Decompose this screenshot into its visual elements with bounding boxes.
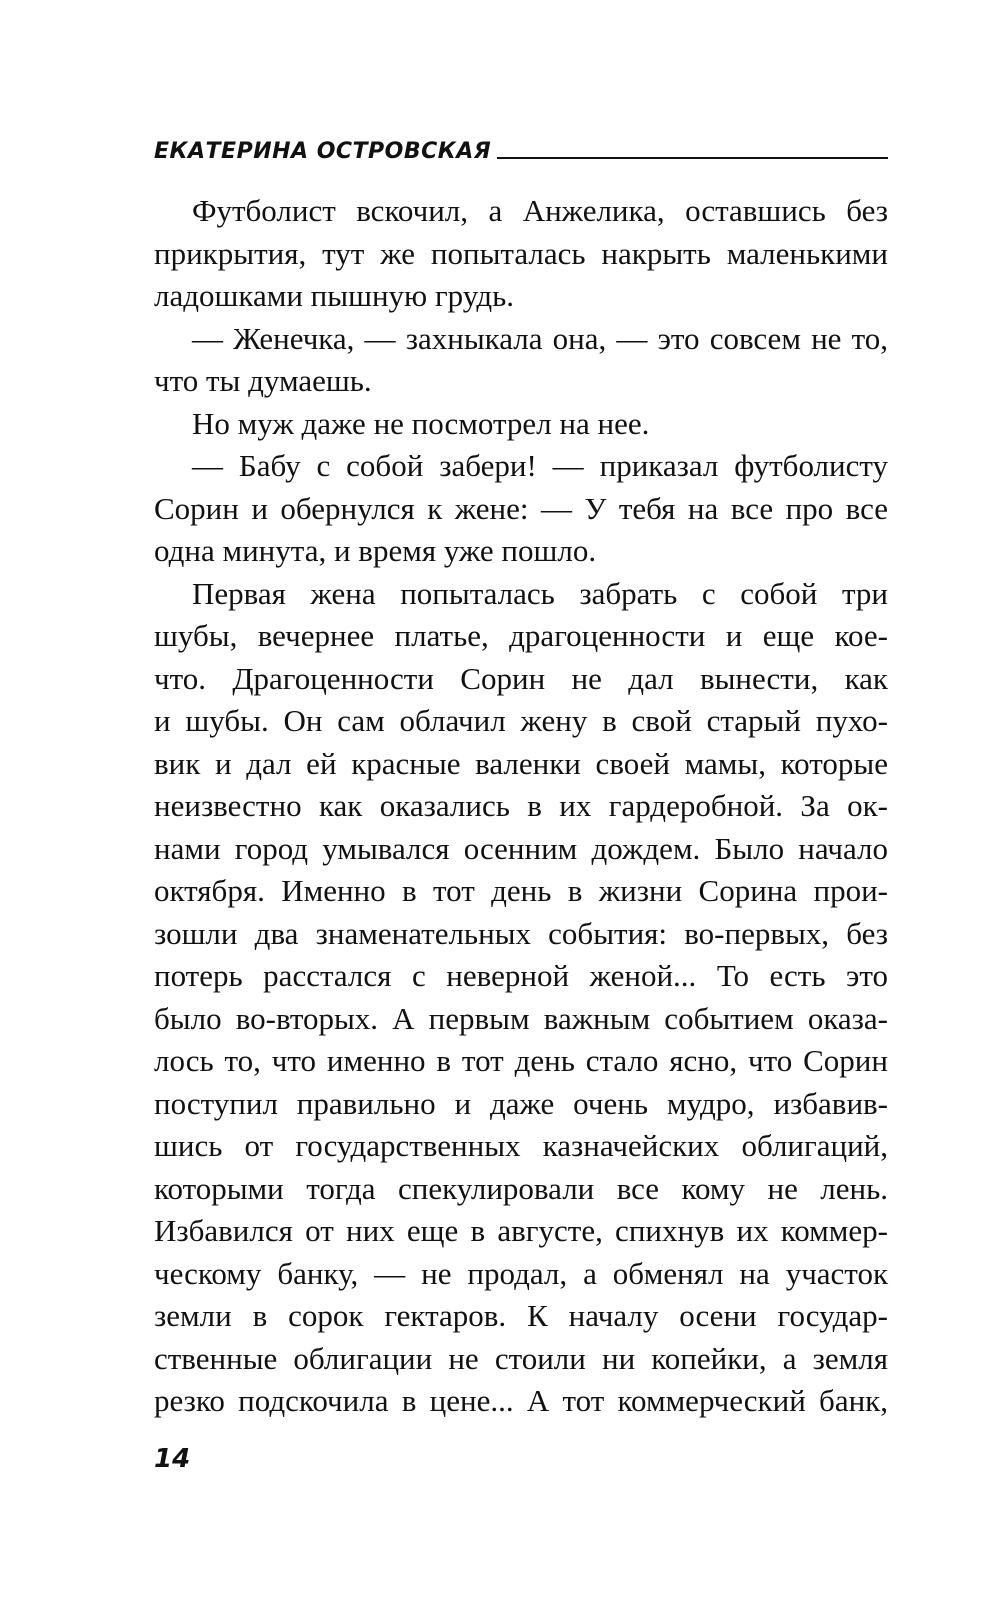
text-line: было во-вторых. А первым важным событием оказа-	[154, 1000, 888, 1036]
text-line: и шубы. Он сам облачил жену в свой старый пухо-	[154, 703, 888, 738]
paragraph	[154, 573, 888, 1423]
text-line: что ты думаешь.	[154, 363, 372, 398]
text-line: прикрытия, тут же попыталась накрыть маленькими	[154, 235, 888, 271]
text-line: октября. Именно в тот день в жизни Сорина прои-	[154, 873, 888, 908]
text-line: — Бабу с собой забери! — приказал футболисту	[192, 448, 888, 483]
author-name: ЕКАТЕРИНА ОСТРОВСКАЯ	[154, 139, 492, 164]
body-text	[154, 190, 888, 1423]
paragraph	[154, 445, 888, 573]
paragraph	[154, 318, 888, 403]
paragraph	[154, 190, 888, 318]
text-line: что. Драгоценности Сорин не дал вынести, как	[154, 660, 888, 696]
text-line: Сорин и обернулся к жене: — У тебя на все про все	[154, 490, 888, 526]
text-line: — Женечка, — захныкала она, — это совсем не то,	[192, 320, 888, 356]
text-line: лось то, что именно в тот день стало ясно, что Сорин	[154, 1043, 888, 1078]
text-line: зошли два знаменательных события: во-первых, без	[154, 915, 888, 951]
header-rule	[497, 157, 888, 159]
text-line: ладошками пышную грудь.	[154, 278, 514, 313]
page-number: 14	[154, 1444, 191, 1474]
text-line: ственные облигации не стоили ни копейки, а земля	[154, 1340, 888, 1376]
text-line: Футболист вскочил, а Анжелика, оставшись без	[192, 193, 888, 228]
text-line: шись от государственных казначейских облигаций,	[154, 1128, 888, 1163]
text-line: Первая жена попыталась забрать с собой три	[192, 575, 888, 611]
text-line: потерь расстался с неверной женой... То есть это	[154, 958, 888, 993]
text-line: Но муж даже не посмотрел на нее.	[192, 405, 650, 441]
text-line: неизвестно как оказались в их гардеробной. За ок-	[154, 788, 888, 823]
text-line: вик и дал ей красные валенки своей мамы, которые	[154, 745, 888, 781]
running-head	[154, 131, 888, 163]
text-line: нами город умывался осенним дождем. Было начало	[154, 830, 888, 866]
text-line: Избавился от них еще в августе, спихнув их коммер-	[154, 1213, 888, 1248]
text-line: которыми тогда спекулировали все кому не лень.	[154, 1170, 888, 1206]
text-line: ческому банку, — не продал, а обменял на участок	[154, 1255, 888, 1291]
text-line: земли в сорок гектаров. К началу осени государ-	[154, 1298, 888, 1333]
paragraph	[154, 403, 888, 446]
text-line: одна минута, и время уже пошло.	[154, 533, 597, 568]
text-line: шубы, вечернее платье, драгоценности и еще кое-	[154, 618, 888, 653]
text-line: резко подскочила в цене... А тот коммерческий банк,	[154, 1383, 888, 1418]
text-line: поступил правильно и даже очень мудро, избавив-	[154, 1085, 888, 1121]
